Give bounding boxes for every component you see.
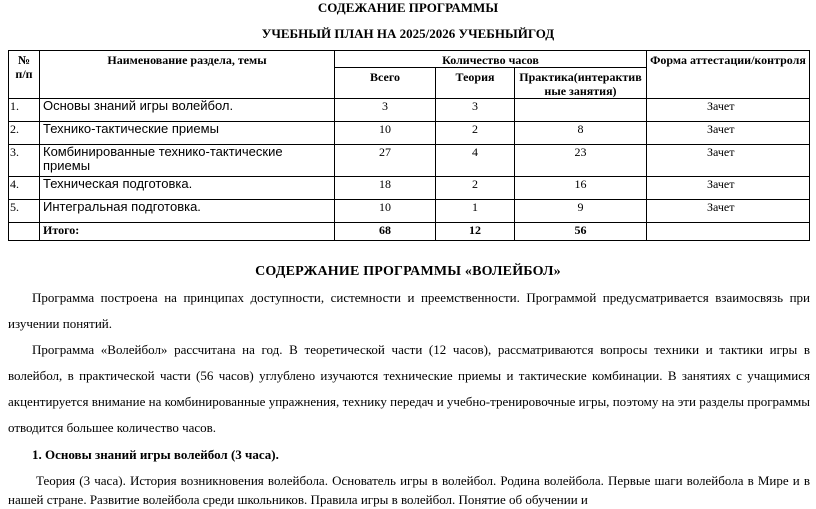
- row-theory: 1: [436, 200, 515, 223]
- row-name: Основы знаний игры волейбол.: [40, 99, 335, 122]
- row-number: 2.: [9, 122, 40, 145]
- row-total: 3: [335, 99, 436, 122]
- col-practice-header: Практика(интерактивные занятия): [515, 68, 647, 99]
- row-total: 27: [335, 145, 436, 177]
- row-number: 4.: [9, 177, 40, 200]
- col-form-header: Форма аттестации/контроля: [647, 51, 810, 99]
- row-number: 5.: [9, 200, 40, 223]
- row-name: Технико-тактические приемы: [40, 122, 335, 145]
- col-name-header: Наименование раздела, темы: [40, 51, 335, 99]
- table-row: [9, 177, 810, 200]
- row-form: Зачет: [647, 200, 810, 223]
- row-form: Зачет: [647, 99, 810, 122]
- row-number: 3.: [9, 145, 40, 177]
- row-theory: 2: [436, 122, 515, 145]
- row-practice: 9: [515, 200, 647, 223]
- row-total: 18: [335, 177, 436, 200]
- row-name: Интегральная подготовка.: [40, 200, 335, 223]
- paragraph-program: Программа «Волейбол» рассчитана на год. В теоретической части (12 часов), рассматриваются вопросы техники и тактики игры в волейбол, в практической части (56 часов) углублено изучаются технические приемы и тактические комбинации. В занятиях с учащимися акцентируется внимание на комбинированные упражнения, технику передач и учебно-тренировочные игры, поэтому на эти разделы программы отводится большее количество часов.: [8, 342, 810, 435]
- row-theory: 4: [436, 145, 515, 177]
- total-practice: 56: [515, 223, 647, 241]
- row-number: 1.: [9, 99, 40, 122]
- total-theory: 12: [436, 223, 515, 241]
- paragraph-theory: Теория (3 часа). История возникновения волейбола. Основатель игры в волейбол. Родина волейбола. Первые шаги волейбола в Мире и в нашей стране. Развитие волейбола среди школьников. Правила игры в волейбол. Понятие об обучении и: [8, 473, 810, 507]
- total-total: 68: [335, 223, 436, 241]
- row-practice: 8: [515, 122, 647, 145]
- total-label: Итого:: [40, 223, 335, 241]
- table-total-row: [9, 223, 810, 241]
- row-practice: 23: [515, 145, 647, 177]
- row-theory: 2: [436, 177, 515, 200]
- col-hours-header: Количество часов: [335, 51, 647, 68]
- table-header-row: [9, 51, 810, 68]
- row-practice: 16: [515, 177, 647, 200]
- subsection-heading: 1. Основы знаний игры волейбол (3 часа).: [32, 447, 279, 462]
- table-row: [9, 200, 810, 223]
- section-body: [8, 285, 810, 509]
- row-name: Комбинированные технико-тактические приемы: [40, 145, 335, 177]
- row-form: Зачет: [647, 145, 810, 177]
- page-title: СОДЕЖАНИЕ ПРОГРАММЫ: [317, 0, 499, 15]
- table-row: [9, 122, 810, 145]
- col-number-header: № п/п: [9, 51, 40, 99]
- section-title: СОДЕРЖАНИЕ ПРОГРАММЫ «ВОЛЕЙБОЛ»: [255, 264, 561, 279]
- table-row: [9, 145, 810, 177]
- row-total: 10: [335, 122, 436, 145]
- row-practice: [515, 99, 647, 122]
- row-theory: 3: [436, 99, 515, 122]
- row-name: Техническая подготовка.: [40, 177, 335, 200]
- row-total: 10: [335, 200, 436, 223]
- col-total-header: Всего: [335, 68, 436, 99]
- plan-title: УЧЕБНЫЙ ПЛАН НА 2025/2026 УЧЕБНЫЙГОД: [261, 26, 555, 41]
- table-row: [9, 99, 810, 122]
- row-form: Зачет: [647, 122, 810, 145]
- curriculum-table: [8, 50, 810, 241]
- row-form: Зачет: [647, 177, 810, 200]
- col-theory-header: Теория: [436, 68, 515, 99]
- paragraph-principles: Программа построена на принципах доступности, системности и преемственности. Программой предусматривается взаимосвязь при изучении понятий.: [8, 290, 810, 331]
